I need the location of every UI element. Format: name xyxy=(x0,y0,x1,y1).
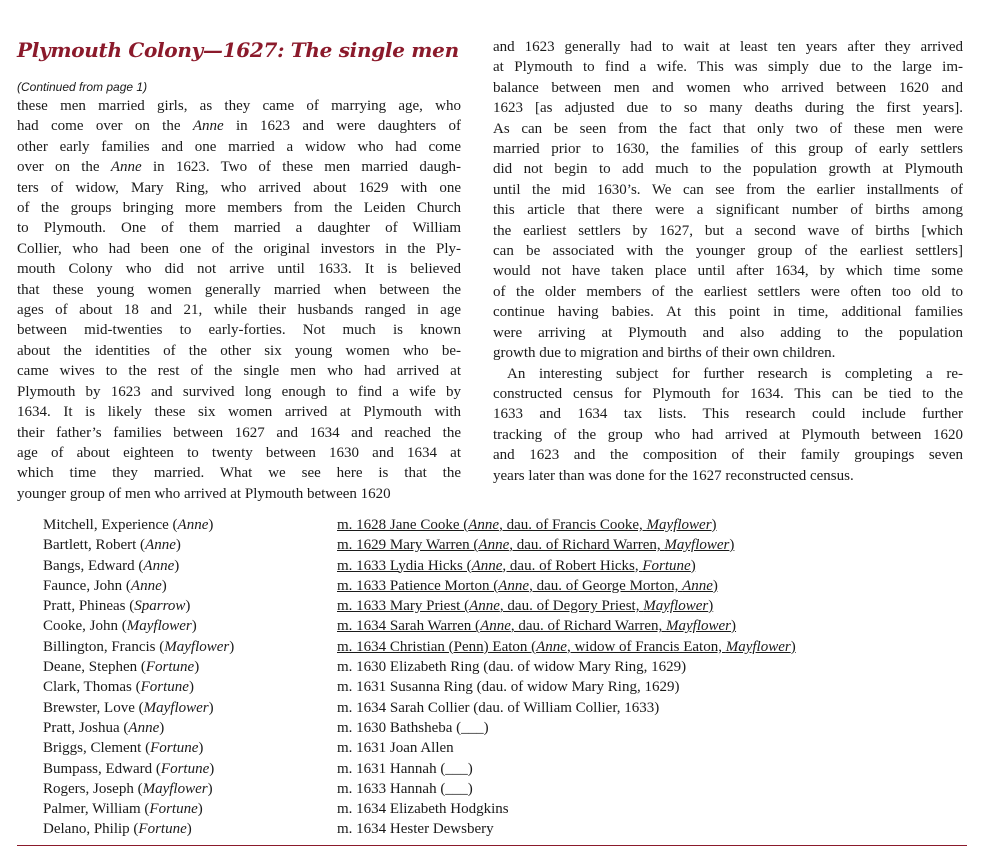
marriage-detail: m. 1631 Joan Allen xyxy=(337,740,454,757)
text-line: other early families and one married a widow who had come xyxy=(17,138,461,155)
marriage-detail: m. 1633 Mary Priest (Anne, dau. of Degory Priest, Mayflower) xyxy=(337,598,714,615)
text-line: that these young women generally married when between the xyxy=(17,281,461,298)
settler-name: Pratt, Phineas (Sparrow) xyxy=(43,598,191,615)
settler-name: Rogers, Joseph (Mayflower) xyxy=(43,780,213,797)
text-line: would not have taken place until after 1634, by which time some xyxy=(493,263,963,280)
text-line: 1623 [as adjusted due to so many deaths during the first years]. xyxy=(493,100,963,117)
settler-name: Briggs, Clement (Fortune) xyxy=(43,740,204,757)
text-line: of the older members of the earliest settlers were often too old to xyxy=(493,283,963,300)
settler-name: Bumpass, Edward (Fortune) xyxy=(43,760,215,777)
marriage-detail: m. 1633 Lydia Hicks (Anne, dau. of Robert Hicks, Fortune) xyxy=(337,557,696,574)
settler-name: Bangs, Edward (Anne) xyxy=(43,557,180,574)
text-line: did not begin to add much to the population growth at Plymouth xyxy=(493,161,963,178)
text-line: ages of about 18 and 21, while their husbands ranged in age xyxy=(17,302,461,319)
marriage-detail: m. 1633 Patience Morton (Anne, dau. of George Morton, Anne) xyxy=(337,577,718,594)
marriage-row xyxy=(43,576,796,596)
marriage-row xyxy=(43,637,796,657)
text-line: ters of widow, Mary Ring, who arrived about 1629 with one xyxy=(17,179,461,196)
marriage-detail: m. 1634 Sarah Collier (dau. of William Collier, 1633) xyxy=(337,699,660,716)
marriage-row xyxy=(43,779,796,799)
text-line: their father’s families between 1627 and 1634 and reached the xyxy=(17,424,461,441)
text-line: can be associated with the younger group of the earliest settlers] xyxy=(493,243,963,260)
marriage-detail: m. 1633 Hannah (___) xyxy=(337,780,473,797)
text-line: balance between men and women who arrived between 1620 and xyxy=(493,79,963,96)
text-line: and 1623 and the composition of their family groupings seven xyxy=(493,447,963,464)
text-line: An interesting subject for further research is completing a re- xyxy=(507,365,963,382)
text-line: age of about eighteen to twenty between 1630 and 1634 at xyxy=(17,444,461,461)
marriage-detail: m. 1631 Hannah (___) xyxy=(337,760,473,777)
marriage-row xyxy=(43,556,796,576)
text-line: the earliest settlers by 1627, but a second wave of births [which xyxy=(493,222,963,239)
settler-name: Cooke, John (Mayflower) xyxy=(43,618,197,635)
marriage-detail: m. 1631 Susanna Ring (dau. of widow Mary Ring, 1629) xyxy=(337,679,680,696)
marriage-row xyxy=(43,759,796,779)
settler-name: Clark, Thomas (Fortune) xyxy=(43,679,194,696)
marriage-row xyxy=(43,738,796,758)
text-line: younger group of men who arrived at Plymouth between 1620 xyxy=(17,485,391,502)
marriage-list xyxy=(43,515,796,840)
text-line: 1634. It is likely these six women arrived at Plymouth with xyxy=(17,404,461,421)
text-line: of the groups bringing more members from the Leiden Church xyxy=(17,200,461,217)
text-line: were arriving at Plymouth and also adding to the population xyxy=(493,324,963,341)
settler-name: Deane, Stephen (Fortune) xyxy=(43,659,200,676)
settler-name: Delano, Philip (Fortune) xyxy=(43,821,192,838)
text-line: over on the Anne in 1623. Two of these men married daugh- xyxy=(17,159,461,176)
left-text-column xyxy=(17,96,461,504)
marriage-detail: m. 1634 Hester Dewsbery xyxy=(337,821,494,838)
marriage-detail: m. 1630 Elizabeth Ring (dau. of widow Mary Ring, 1629) xyxy=(337,659,687,676)
text-line: these men married girls, as they came of marrying age, who xyxy=(17,98,461,114)
settler-name: Mitchell, Experience (Anne) xyxy=(43,517,214,533)
marriage-detail: m. 1634 Elizabeth Hodgkins xyxy=(337,801,509,818)
text-line: 1633 and 1634 tax lists. This research could include further xyxy=(493,406,963,423)
text-line: Collier, who had been one of the original investors in the Ply- xyxy=(17,240,461,257)
text-line: growth due to migration and births of their own children. xyxy=(493,345,836,362)
settler-name: Palmer, William (Fortune) xyxy=(43,801,203,818)
settler-name: Faunce, John (Anne) xyxy=(43,577,167,594)
text-line: mouth Colony who did not arrive until 1633. It is believed xyxy=(17,261,461,278)
text-line: at Plymouth to find a wife. This was simply due to the large im- xyxy=(493,59,963,76)
text-line: came wives to the rest of the single men who had arrived at xyxy=(17,363,461,380)
marriage-row xyxy=(43,799,796,819)
settler-name: Pratt, Joshua (Anne) xyxy=(43,719,165,736)
marriage-detail: m. 1630 Bathsheba (___) xyxy=(337,719,489,736)
bottom-divider xyxy=(17,845,967,846)
marriage-row xyxy=(43,515,796,535)
marriage-row xyxy=(43,677,796,697)
text-line: which time they married. What we see here is that the xyxy=(17,465,461,482)
marriage-row xyxy=(43,819,796,839)
settler-name: Billington, Francis (Mayflower) xyxy=(43,638,235,655)
marriage-row xyxy=(43,718,796,738)
text-line: between mid-twenties to early-forties. Not much is known xyxy=(17,322,461,339)
text-line: and 1623 generally had to wait at least ten years after they arrived xyxy=(493,39,963,55)
text-line: until the mid 1630’s. We can see from the earlier installments of xyxy=(493,181,963,198)
continued-note: (Continued from page 1) xyxy=(17,80,148,94)
marriage-detail: m. 1634 Sarah Warren (Anne, dau. of Richard Warren, Mayflower) xyxy=(337,618,737,635)
text-line: continue having babies. At this point in time, additional families xyxy=(493,304,963,321)
marriage-row xyxy=(43,616,796,636)
article-title: Plymouth Colony—1627: The single men xyxy=(17,38,459,62)
marriage-detail: m. 1634 Christian (Penn) Eaton (Anne, widow of Francis Eaton, Mayflower) xyxy=(337,638,796,655)
text-line: tracking of the group who had arrived at Plymouth between 1620 xyxy=(493,426,963,443)
settler-name: Bartlett, Robert (Anne) xyxy=(43,537,181,554)
text-line: had come over on the Anne in 1623 and were daughters of xyxy=(17,118,462,135)
marriage-row xyxy=(43,596,796,616)
marriage-detail: m. 1628 Jane Cooke (Anne, dau. of Francis Cooke, Mayflower) xyxy=(337,517,717,533)
text-line: years later than was done for the 1627 reconstructed census. xyxy=(493,467,854,484)
text-line: married prior to 1630, the families of this group of early settlers xyxy=(493,141,963,158)
text-line: this article that there were a significant number of births among xyxy=(493,202,963,219)
text-line: Plymouth by 1623 and survived long enough to find a wife by xyxy=(17,383,461,400)
settler-name: Brewster, Love (Mayflower) xyxy=(43,699,214,716)
marriage-row xyxy=(43,657,796,677)
text-line: about the identities of the other six young women who be- xyxy=(17,342,461,359)
text-line: constructed census for Plymouth for 1634. This can be tied to the xyxy=(493,385,963,402)
marriage-row xyxy=(43,698,796,718)
right-text-column xyxy=(493,37,963,486)
marriage-detail: m. 1629 Mary Warren (Anne, dau. of Richard Warren, Mayflower) xyxy=(337,537,735,554)
marriage-row xyxy=(43,535,796,555)
text-line: As can be seen from the fact that only two of these men were xyxy=(493,120,963,137)
text-line: to Plymouth. One of them married a daughter of William xyxy=(17,220,461,237)
